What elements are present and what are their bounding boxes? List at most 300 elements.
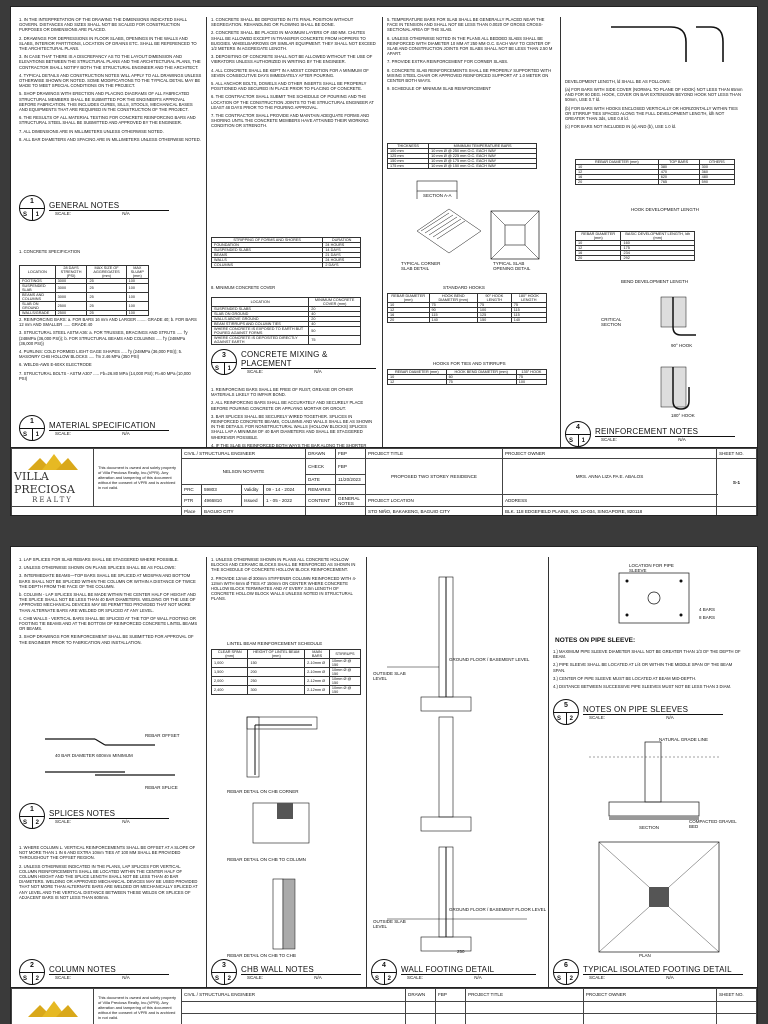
- table-cell: 140: [429, 318, 477, 323]
- note-item: b. COLUMN - LAP SPLICES SHALL BE MADE WITHIN THE CENTER HALF OF HEIGHT AND THE SPLICE SHALL NOT BE LESS THAN 40 BAR DIAMETERS. WELDING OR THE USE OF APPROVED MECHANICAL DEVICES MAY BE PERMITTED PROVIDED THAT NOT MORE THAN ALTERNATE BARS ARE WELDED OR SPLICED AT ANY LEVEL.: [19, 592, 196, 613]
- table-row: [20, 284, 149, 293]
- table-cell: BEAM STIRRUPS AND COLUMN TIES: [212, 322, 309, 327]
- table-header: 180° HOOK LENGTH: [511, 294, 546, 303]
- table-cell: 20: [576, 180, 659, 185]
- table-cell: 16: [576, 175, 659, 180]
- table-cell: 1,500: [212, 668, 248, 677]
- table-cell: 300: [699, 165, 734, 170]
- detail-bubble: 1 S 2: [19, 803, 45, 829]
- table-row: [20, 302, 149, 311]
- table-cell: 50: [309, 327, 361, 336]
- table-row: [20, 311, 149, 316]
- detail-bubble: 4 S 1: [565, 421, 591, 447]
- chb-title: CHB WALL NOTES: [241, 965, 361, 975]
- table-cell: 16: [388, 313, 430, 318]
- pipe-location-label: LOCATION FOR PIPE SLEEVE: [629, 563, 674, 573]
- table-cell: 10mm Ø @ 150: [329, 677, 360, 686]
- table-cell: SLAB ON GROUND: [212, 312, 309, 317]
- wall-title-block: 4 S 2 WALL FOOTING DETAIL SCALE: N/A: [371, 959, 536, 985]
- table-cell: WALLS ABOVE GROUND: [212, 317, 309, 322]
- table-cell: 21 DAYS: [323, 253, 361, 258]
- lintel-schedule-table: [211, 649, 361, 695]
- pipe-title: NOTES ON PIPE SLEEVES: [583, 705, 723, 715]
- wall-title: WALL FOOTING DETAIL: [401, 965, 536, 975]
- bars-label-2: 8 BARS: [699, 615, 716, 620]
- table-cell: 100 mm: [388, 149, 429, 154]
- note-item: 3. SHOP DRAWINGS FOR REINFORCEMENT SHALL BE SUBMITTED FOR APPROVAL OF THE ENGINEER PRIOR TO FABRICATION AND INSTALLATION.: [19, 634, 194, 645]
- table-cell: 200: [248, 668, 305, 677]
- table-cell: 100: [126, 284, 148, 293]
- note-item: 2. PROVIDE 12mm Ø 300mm STIFFENER COLUMN REINFORCED WITH 4-12mm WITH 6mm Ø TIES AT 150mm ON CENTER WHERE CONCRETE HOLLOW BLOCK TERMINATES AND AT EVERY 3.0m LENGTH OF CONCRETE HOLLOW BLOCK WALLS UNLESS NOTED IN STRUCTURAL PLANS.: [211, 575, 357, 602]
- note-item: 3. DEPOSITING OF CONCRETE SHALL NOT BE ALLOWED WITHOUT THE USE OF VIBRATORS UNLESS AUTHORIZED IN WRITING BY THE ENGINEER.: [211, 54, 373, 65]
- table-cell: 765: [658, 180, 699, 185]
- dim-250: 250: [457, 949, 465, 954]
- table-cell: SUSPENDED SLABS: [212, 248, 323, 253]
- table-cell: 75: [477, 303, 511, 308]
- note-item: (a) FOR BARS WITH SIDE COVER (NORMAL TO PLANE OF HOOK) NOT LESS THAN 65mm AND FOR 90 DEG. HOOK, COVER ON BAR EXTENSION BEYOND HOOK NOT LESS THAN 50mm, USE 0.7 ld.: [565, 87, 743, 103]
- column-pipe-footing: [549, 557, 755, 987]
- splice-notes-list: [15, 557, 206, 645]
- column-title-block: 2 S 2 COLUMN NOTES SCALE: N/A: [19, 959, 169, 985]
- table-row: [388, 164, 537, 169]
- table-cell: 150: [248, 659, 305, 668]
- column-wall-footing: [367, 557, 549, 987]
- ties-table: [387, 369, 547, 385]
- hookdev-caption: HOOK DEVELOPMENT LENGTH: [631, 207, 699, 212]
- table-cell: 125: [477, 313, 511, 318]
- table-header: MAX SIZE OF AGGREGATES (mm): [87, 266, 126, 279]
- table-row: [388, 318, 547, 323]
- bar-hook-drawing: [591, 17, 731, 77]
- table-cell: 10mm Ø @ 150: [329, 668, 360, 677]
- bend-caption: BEND DEVELOPMENT LENGTH: [621, 279, 689, 284]
- table-header: MAIN BARS: [305, 650, 330, 659]
- table-header: LOCATION: [212, 298, 309, 307]
- table-cell: 300: [248, 686, 305, 695]
- table-cell: COLUMNS: [212, 263, 323, 268]
- table-cell: 2500: [55, 311, 87, 316]
- dev-intro: DEVELOPMENT LENGTH, ld SHALL BE AS FOLLOWS:: [565, 79, 671, 84]
- note-item: (c) FOR BARS NOT INCLUDED IN (a) AND (b), USE 1.0 ld.: [565, 124, 677, 130]
- note-item: 7. ALL DIMENSIONS ARE IN MILLIMETERS UNLESS OTHERWISE NOTED.: [19, 128, 164, 134]
- note-item: 6. WELDS-AWS E-60XX ELECTRODE: [19, 362, 92, 368]
- table-cell: BEAMS AND COLUMNS: [20, 293, 56, 302]
- table-cell: 12: [388, 380, 447, 385]
- table-header: LOCATION: [20, 266, 56, 279]
- table-row: [576, 256, 695, 261]
- note-item: 1.) MAXIMUM PIPE SLEEVE DIAMETER SHALL NOT BE GREATER THAN 1/3 OF THE DEPTH OF BEAM.: [553, 649, 741, 660]
- table-cell: 10mm Ø @ 150: [329, 686, 360, 695]
- hook-title: STANDARD HOOKS: [443, 285, 485, 290]
- table-cell: 20: [309, 307, 361, 312]
- company-logo: VILLA PRECIOSA REALTY: [12, 449, 94, 507]
- table-cell: 3000: [55, 279, 87, 284]
- note-item: 3. BAR SPLICES SHALL BE SECURELY WIRED TOGETHER. SPLICES IN REINFORCED CONCRETE BEAMS, COLUMNS AND WALLS SHALL BE AS SHOWN IN THE DETAILS. FOR NONSTRUCTURAL WALLS (HOLLOW BLOCKS) SPLICES SHALL LAP A MINIMUM OF 40 BAR DIAMETERS AND SHALL BE STAGGERED WHEREVER POSSIBLE.: [211, 413, 373, 440]
- table-cell: 25: [87, 284, 126, 293]
- note-item: 8. ALL BAR DIAMETERS AND SPACING ARE IN MILLIMETERS UNLESS OTHERWISE NOTED.: [19, 136, 201, 142]
- table-cell: SUSPENDED SLABS: [212, 307, 309, 312]
- chb-table-title: LINTEL BEAM REINFORCEMENT SCHEDULE: [227, 641, 323, 646]
- table-header: TOP BARS: [658, 160, 699, 165]
- note-item: 3. IN CASE THAT THERE IS A DISCREPANCY AS TO THE LAYOUT DIMENSION AND ELEVATIONS BETWEEN THE STRUCTURAL PLANS AND THE ARCHITECTURAL PLANS, THE CONTRACTOR SHALL NOTIFY BOTH THE STRUCTURAL ENGINEER AND THE ARCHITECT.: [19, 54, 201, 70]
- table-cell: 75: [516, 375, 546, 380]
- ties-title: HOOKS FOR TIES AND STIRRUPS: [433, 361, 506, 366]
- general-notes-title-block: 1 S 1 GENERAL NOTES SCALE: N/A: [19, 195, 169, 221]
- table-header: CLEAR SPAN (mm): [212, 650, 248, 659]
- table-cell: 160: [621, 241, 695, 246]
- table-cell: 10 mm Ø @ 250 mm O.C. EACH WAY: [429, 149, 537, 154]
- table-cell: 12: [388, 308, 430, 313]
- concrete-spec-table: [19, 265, 149, 316]
- natural-grade-label: NATURAL GRADE LINE: [659, 737, 709, 742]
- detail-bubble: 4 S 2: [371, 959, 397, 985]
- table-cell: WHERE CONCRETE IS EXPOSED TO EARTH BUT POURED AGAINST FORMS: [212, 327, 309, 336]
- table-header: 135° HOOK: [516, 370, 546, 375]
- note-item: 1. IN THE INTERPRETATION OF THE DRAWING THE DIMENSIONS INDICATED SHALL GOVERN. DISTANCES AND SIZES SHALL NOT BE SCALED FOR CONSTRUCTION PURPOSES OR DIMENSIONS ARE PLACED.: [19, 17, 187, 33]
- concrete-notes-list: [207, 17, 382, 129]
- table-cell: WHERE CONCRETE IS DEPOSITED DIRECTLY AGAINST EARTH: [212, 336, 309, 345]
- table-cell: 12: [576, 246, 621, 251]
- table-cell: 75: [446, 380, 516, 385]
- material-title-block: 1 S 1 MATERIAL SPECIFICATION SCALE: N/A: [19, 415, 169, 441]
- column-notes-list: [15, 845, 203, 903]
- chb-to-chb: REBAR DETAIL ON CHB TO CHB: [227, 953, 296, 958]
- drawing-sheet-2: [10, 546, 758, 1024]
- table-cell: 175 mm: [388, 164, 429, 169]
- table-cell: 360: [699, 170, 734, 175]
- table-cell: 100: [126, 279, 148, 284]
- table-row: [212, 327, 361, 336]
- note-item: 4.) DISTANCE BETWEEN SUCCESSIVE PIPE SLEEVES MUST NOT BE LESS THAN 3 DIAM.: [553, 684, 732, 690]
- stripping-table: [211, 237, 361, 268]
- table-header: STIRRUPS: [329, 650, 360, 659]
- note-item: 4. IF THE SLAB IS REINFORCED BOTH WAYS THE BAR ALONG THE SHORTER: [211, 442, 367, 447]
- pipe-sleeve-drawing: [589, 563, 739, 633]
- table-cell: 60: [446, 375, 516, 380]
- table-cell: 2-10mm Ø: [305, 668, 330, 677]
- note-item: 2. REINFORCING BARS: a. FOR BARS 16 mm AND LARGER ........ GRADE 40; b. FOR BARS 12 mm AND SMALLER ...... GRADE 40: [19, 317, 197, 328]
- table-cell: 150: [477, 318, 511, 323]
- table-header: OTHERS: [699, 160, 734, 165]
- project-location: STO NIÑO, BAKAKENG, BAGUIO CITY: [366, 507, 503, 516]
- table-cell: 2-10mm Ø: [305, 659, 330, 668]
- note-item: 3. INTERMEDIATE BEAMS—TOP BARS SHALL BE SPLICED AT MIDSPAN AND BOTTOM BARS SHALL NOT BE SPLICED WITHIN THE COLUMN OR WITHIN A DISTANCE OF TWICE THE DEPTH FROM THE FACE OF THE COLUMN.: [19, 573, 196, 589]
- ground-floor-label: GROUND FLOOR / BASEMENT LEVEL: [449, 657, 530, 662]
- outside-slab-label-2: OUTSIDE SLAB LEVEL: [373, 919, 406, 929]
- table-row: [212, 659, 361, 668]
- reinforcement-notes-list: [207, 387, 379, 447]
- table-cell: 2,400: [212, 686, 248, 695]
- footing-title-block: 6 S 2 TYPICAL ISOLATED FOOTING DETAIL SCALE: N/A: [553, 959, 743, 985]
- table-cell: 115: [511, 313, 546, 318]
- table-header: MINIMUM TEMPERATURE BARS: [429, 144, 537, 149]
- note-item: 1. CONCRETE SHALL BE DEPOSITED IN ITS FINAL POSITION WITHOUT SEGREGATION. REHANDLING OR FLOWING SHALL BE DONE.: [211, 17, 354, 28]
- pipe-heading: NOTES ON PIPE SLEEVE:: [555, 637, 636, 644]
- rebar-offset: REBAR OFFSET: [145, 733, 180, 738]
- table-cell: WALLS/GRADE: [20, 311, 56, 316]
- drawing-sheet-1: [10, 6, 758, 516]
- table-row: [576, 180, 735, 185]
- detail-bubble: 3 S 2: [211, 959, 237, 985]
- corner-label: TYPICAL CORNER SLAB DETAIL: [401, 261, 441, 271]
- isolated-footing-drawing: [569, 737, 749, 957]
- note-item: 4. PURLINS: COLD FORMED LIGHT GAGE SHAPES ..... f'y (248MPa (36,000 PSI)); 5. MASONRY CHB HOLLOW BLOCKS ..... f'm 2.46 MPa (350 PSI): [19, 349, 183, 360]
- table-cell: 10: [576, 241, 621, 246]
- general-notes-list: [15, 17, 206, 142]
- note-item: 7. PROVIDE EXTRA REINFORCEMENT FOR CORNER SLABS.: [387, 59, 509, 65]
- table-cell: 470: [658, 170, 699, 175]
- table-cell: 10: [388, 375, 447, 380]
- slab-schedule-table: [387, 143, 537, 169]
- ground-floor-label-2: GROUND FLOOR / BASEMENT FLOOR LEVEL: [449, 907, 547, 912]
- column-chb-notes: [207, 557, 367, 987]
- table-row: [212, 336, 361, 345]
- table-cell: 175: [621, 246, 695, 251]
- table-row: [20, 293, 149, 302]
- detail-bubble: 2 S 2: [19, 959, 45, 985]
- table-cell: 40: [309, 312, 361, 317]
- table-header: MAX SLUMP (mm): [126, 266, 148, 279]
- engineer-name: NELSON NOTARTE: [182, 458, 306, 484]
- note-item: 1. UNLESS OTHERWISE SHOWN IN PLANS ALL CONCRETE HOLLOW BLOCKS AND CERAMIC BLOCKS SHALL BE REINFORCED AS SHOWN IN THE SCHEDULE OF CONCRETE HOLLOW BLOCK REINFORCEMENT.: [211, 557, 356, 573]
- table-cell: 1,000: [212, 659, 248, 668]
- chb-to-col: REBAR DETAIL ON CHB TO COLUMN: [227, 857, 306, 862]
- detail-bubble: 3 S 1: [211, 349, 237, 375]
- chb-title-block: 3 S 2 CHB WALL NOTES SCALE: N/A: [211, 959, 361, 985]
- table-cell: SUSPENDED SLAB: [20, 284, 56, 293]
- table-cell: 24 HOURS: [323, 258, 361, 263]
- house-logo-icon: [28, 999, 78, 1017]
- note-item: 5. SHOP DRAWINGS WITH ERECTION AND PLACING DIAGRAMS OF ALL FABRICATED STRUCTURAL MEMBERS SHALL BE SUBMITTED FOR THE ENGINEER'S APPROVAL BEFORE FABRICATION. THIS INCLUDES CURBS, SILLS, STOOLS, MECHANICAL BASES AND EQUIPMENTS THAT ARE REQUIRED IN THE CONSTRUCTION OF THE PROJECT.: [19, 91, 193, 113]
- table-cell: SLAB ON GROUND: [20, 302, 56, 311]
- table-cell: 3000: [55, 284, 87, 293]
- table-cell: 100: [126, 293, 148, 302]
- table-cell: 10mm Ø @ 150: [329, 659, 360, 668]
- mixing-title-block: 3 S 1 CONCRETE MIXING & PLACEMENT SCALE: N/A: [211, 349, 376, 375]
- note-item: 2. CONCRETE SHALL BE PLACED IN MAXIMUM LAYERS OF 450 MM. CHUTES SHALL BE ALLOWED EXCEPT IN TRANSFER CONCRETE FROM HOPPERS TO BUGGIES. WHEELBARROWS OR SIMILAR EQUIPMENT. THEY SHALL NOT EXCEED 1/2 METERS IN AGGREGATE LENGTH.: [211, 30, 376, 52]
- note-item: 8. CONCRETE SLAB REINFORCEMENTS SHALL BE PROPERLY SUPPORTED WITH MIXING STEEL CHAIR OR APPROVED REINFORCED SUPPORT AT 1.0 METER ON CENTER BOTH WAYS.: [387, 67, 552, 84]
- table-cell: 115: [429, 313, 477, 318]
- chb-notes-list: [207, 557, 366, 602]
- note-item: 6. UNLESS OTHERWISE NOTED IN THE PLANS ALL BEDDED SLABS SHALL BE REINFORCED WITH DIAMETER 10 MM AT 250 MM O.C. EACH WAY TO CENTER OF SLAB AND CONSTRUCTION JOINTS FOR SLABS SHALL NOT BE LESS THAN 2.50 M APART.: [387, 35, 553, 57]
- table-header: HOOK BEND DIAMETER (mm): [446, 370, 516, 375]
- table-cell: 100: [126, 311, 148, 316]
- cover-table: [211, 297, 361, 345]
- table-cell: 620: [658, 175, 699, 180]
- table-cell: 16: [576, 251, 621, 256]
- note-item: 9. SCHEDULE OF MINIMUM SLAB REINFORCEMENT: [387, 86, 492, 92]
- table-header: STRIPPING OF FORMS AND SHORES: [212, 238, 323, 243]
- note-item: 3. STRUCTURAL STEEL ASTM A36: a. FOR TRUSSES, BRACINGS AND STRUTS ..... f'y (248MPa (36,000 PSI)); b. FOR STRUCTURAL BEAMS AND COLUMNS ..... f'y (248MPa (36,000 PSI)): [19, 330, 188, 346]
- table-row: [212, 263, 361, 268]
- note-item: (b) FOR BARS WITH HOOKS ENCLOSED VERTICALLY OR HORIZONTALLY WITHIN TIES OR STIRRUP TIES SPACED ALONG THE FULL DEVELOPMENT LENGTH, ldh NOT GREATER THAN 3ds, USE 0.8 ld.: [565, 105, 738, 122]
- mixing-title: CONCRETE MIXING & PLACEMENT: [241, 350, 376, 369]
- column-splice-notes: [15, 557, 207, 987]
- table-cell: 20: [576, 256, 621, 261]
- table-cell: 75: [511, 303, 546, 308]
- slab-notes-list: [383, 17, 560, 91]
- footing-title: TYPICAL ISOLATED FOOTING DETAIL: [583, 965, 743, 975]
- detail-bubble: 1 S 1: [19, 415, 45, 441]
- column-concrete-notes: [207, 17, 383, 447]
- table-header: HEIGHT OF LINTEL BEAM (mm): [248, 650, 305, 659]
- detail-bubble: 1 S 1: [19, 195, 45, 221]
- material-intro: 1. CONCRETE SPECIFICATION: [19, 249, 81, 254]
- table-cell: 380: [658, 165, 699, 170]
- table-header: REBAR DIAMETER (mm): [576, 160, 659, 165]
- table-header: REBAR DIAMETER (mm): [388, 370, 447, 375]
- detail-bubble: 6 S 2: [553, 959, 579, 985]
- table-cell: 40: [309, 322, 361, 327]
- table-header: HOOK BEND DIAMETER (mm): [429, 294, 477, 303]
- critical-label: CRITICAL SECTION: [601, 317, 622, 327]
- table-cell: 10 mm Ø @ 225 mm O.C. EACH WAY: [429, 154, 537, 159]
- note-item: 6. THE RESULTS OF ALL MATERIAL TESTING FOR CONCRETE REINFORCING BARS AND STRUCTURAL STEEL SHALL BE SUBMITTED AND APPROVED BY THE ENGINEER.: [19, 115, 196, 126]
- cover-intro: 8. MINIMUM CONCRETE COVER: [211, 285, 276, 290]
- table-cell: 150 mm: [388, 159, 429, 164]
- table-cell: 140: [511, 318, 546, 323]
- table-cell: FOOTINGS: [20, 279, 56, 284]
- table-cell: 25: [87, 279, 126, 284]
- plan-label: PLAN: [639, 953, 651, 958]
- table-header: DURATION: [323, 238, 361, 243]
- table-cell: 125 mm: [388, 154, 429, 159]
- reinf-title: REINFORCEMENT NOTES: [595, 427, 735, 437]
- title-block: VILLA PRECIOSA REALTY This document is owned and solely property of Villa Preciosa Realty, Inc.(VPRI). Any alteration and tampering of this document without the consent of VPRI and is archived in not valid. CIVIL / STRUCTURAL ENGINEER DRAWN FBP PROJECT TITLE PROJECT OWNER SHEET NO. NELSON NOTARTE CHECK FBP PROPOSED TWO STOREY RESIDENCE MRS. ANNA LIZA PA E. ABALOS S-1 DATE 11/20/2023 PRC 59803 Validity 09 - 14 - 2024 REMARKS PTR 4966810 Issued 1 - 05 - 2022 CONTENT GENERAL NOTES PROJECT LOCATION ADDRESS Place BAGUIO CITY STO NIÑO, BAKAKENG, BAGUIO CITY BLK. 118 EDGEFIELD PLAINS, NO. 10-034, SINGAPORE, 820118: [11, 447, 757, 516]
- table-cell: 12: [576, 170, 659, 175]
- table-header: 90° HOOK LENGTH: [477, 294, 511, 303]
- project-title: PROPOSED TWO STOREY RESIDENCE: [366, 458, 503, 494]
- table-row: [212, 668, 361, 677]
- note-item: 5. TEMPERATURE BARS FOR SLAB SHALL BE GENERALLY PLACED NEAR THE FACE IN TENSION AND SHALL NOT BE LESS THAN 0.0020 OF GROSS CROSS-SECTIONAL AREA OF THE SLAB.: [387, 17, 545, 33]
- table-cell: 10 mm Ø @ 175 mm O.C. EACH WAY: [429, 159, 537, 164]
- note-item: 7. STRUCTURAL BOLTS - ASTM A307 ..... Fb=26.80 MPa (14,000 PSI); Ft=60 MPa (10,000 PSI): [19, 370, 191, 381]
- rebar-splice: REBAR SPLICE: [145, 785, 178, 790]
- table-header: REBAR DIAMETER (mm): [576, 232, 621, 241]
- column-title: COLUMN NOTES: [49, 965, 169, 975]
- footing-section-label: SECTION: [639, 825, 660, 830]
- pipe-title-block: 5 S 2 NOTES ON PIPE SLEEVES SCALE: N/A: [553, 699, 723, 725]
- table-cell: 25: [87, 311, 126, 316]
- disclaimer: This document is owned and solely property of Villa Preciosa Realty, Inc.(VPRI). Any alteration and tampering of this document without the consent of VPRI and is archived in not valid.: [98, 465, 177, 491]
- table-row: [388, 380, 547, 385]
- note-item: 5. ALL ANCHOR BOLTS, DOWELS AND OTHER INSERTS SHALL BE PROPERLY POSITIONED AND SECURED IN PLACE PRIOR TO PLACING OF CONCRETE.: [211, 81, 367, 92]
- note-item: 1. REINFORCING BARS SHALL BE FREE OF RUST, GREASE OR OTHER MATERIALS LIKELY TO IMPAIR BOND.: [211, 387, 354, 398]
- hook180-label: 180° HOOK: [671, 413, 695, 418]
- project-owner: MRS. ANNA LIZA PA E. ABALOS: [502, 458, 716, 494]
- table-cell: 25: [87, 293, 126, 302]
- detail-bubble: 5 S 2: [553, 699, 579, 725]
- table-cell: 10: [388, 303, 430, 308]
- note-item: 2. UNLESS OTHERWISE INDICATED IN THE PLANS, LAP SPLICES FOR VERTICAL COLUMN REINFORCEMENTS SHALL BE LOCATED WITHIN THE CENTER HALF OF COLUMN HEIGHT AND THE SPLICE LENGTH SHALL NOT BE LESS THAN 40 BAR DIAMETERS. WELDING OR APPROVED MECHANICAL DEVICES MAY BE USED PROVIDED THAT NOT MORE THAN ALTERNATE BARS ARE WELDED OR MECHANICALLY SPLICED AT ANY LEVEL AND THE VERTICAL DISTANCE BETWEEN THESE WELDS OR SPLICES OF ADJACENT BARS IS NOT LESS THAN 600mm.: [19, 863, 198, 900]
- pipe-notes-list: [549, 649, 749, 692]
- table-cell: 2-12mm Ø: [305, 686, 330, 695]
- table-cell: 234: [621, 251, 695, 256]
- bars-label: 4 BARS: [699, 607, 716, 612]
- outside-slab-label: OUTSIDE SLAB LEVEL: [373, 671, 406, 681]
- table-cell: 20: [309, 317, 361, 322]
- note-item: 3.) CENTER OF PIPE SLEEVE MUST BE LOCATED AT BEAM MID-DEPTH.: [553, 675, 697, 681]
- note-item: 7. THE CONTRACTOR SHALL PROVIDE AND MAINTAIN ADEQUATE FORMS AND SHORING UNTIL THE CONCRETE MEMBERS HAVE ATTAINED THEIR WORKING CONDITION OR STRENGTH.: [211, 113, 370, 129]
- note-item: c. CHB WALLS - VERTICAL BARS SHALL BE SPLICED AT THE TOP OF WALL FOOTING OR FOOTING TIE BEAMS AND AT THE BOTTOM OF REINFORCED CONCRETE LINTEL BEAMS OR BEAMS.: [19, 615, 198, 632]
- dev-notes-list: [561, 87, 749, 132]
- table-row: [212, 677, 361, 686]
- title-block-2: This document is owned and solely property of Villa Preciosa Realty, Inc.(VPRI). Any alteration and tampering of this document without the consent of VPRI and is archived in not valid. CIVIL / STRUCTURAL ENGINEER DRAWN FBP PROJECT TITLE PROJECT OWNER SHEET NO.: [11, 987, 757, 1024]
- note-item: 2. DRAWINGS FOR DEPRESSIONS IN FLOOR SLABS, OPENINGS IN THE WALLS AND SLABS, INTERIOR PARTITIONS, LOCATION OF DRAINS ETC. SHALL BE REFERENCED TO THE ARCHITECTURAL PLANS.: [19, 35, 197, 52]
- table-cell: 90: [429, 308, 477, 313]
- note-item: 4. TYPICAL DETAILS AND CONSTRUCTION NOTES WILL APPLY TO ALL DRAWINGS UNLESS OTHERWISE SHOWN OR NOTED. SOME MODIFICATIONS TO THE TYPICAL DETAIL MAY BE MADE TO MEET SPECIAL CONDITIONS ON THE PROJECT.: [19, 72, 202, 89]
- table-cell: 14 DAYS: [323, 248, 361, 253]
- general-notes-title: GENERAL NOTES: [49, 201, 169, 211]
- table-header: MINIMUM CONCRETE COVER (mm): [309, 298, 361, 307]
- table-cell: 2-12mm Ø: [305, 677, 330, 686]
- table-header: THICKNESS: [388, 144, 429, 149]
- section-label: SECTION A-A: [423, 193, 452, 198]
- table-cell: 590: [699, 180, 734, 185]
- note-item: 2. UNLESS OTHERWISE SHOWN ON PLANS SPLICES SHALL BE AS FOLLOWS:: [19, 565, 176, 571]
- table-cell: FOUNDATION: [212, 243, 323, 248]
- table-cell: 480: [699, 175, 734, 180]
- material-notes-list: [15, 317, 203, 384]
- standard-hooks-table: [387, 293, 547, 323]
- table-cell: 100: [126, 302, 148, 311]
- table-cell: 20: [388, 318, 430, 323]
- note-item: 4. ALL CONCRETE SHALL BE KEPT IN A MOIST CONDITION FOR A MINIMUM OF SEVEN CONSECUTIVE DAYS IMMEDIATELY AFTER POURING.: [211, 67, 369, 78]
- column-general-notes: [15, 17, 207, 447]
- material-title: MATERIAL SPECIFICATION: [49, 421, 169, 431]
- opening-label: TYPICAL SLAB OPENING DETAIL: [493, 261, 531, 271]
- house-logo-icon: [28, 452, 78, 470]
- note-item: 1. WHERE COLUMN L. VERTICAL REINFORCEMENTS SHALL BE OFFSET AT A SLOPE OF NOT MORE THAN 1 IN 6 AND EXTRA 10mm TIES AT 100 MM SHALL BE PROVIDED THROUGHOUT THE OFFSET REGION.: [19, 845, 196, 861]
- note-item: 1. LAP SPLICES FOR SLAB REBARS SHALL BE STAGGERED WHERE POSSIBLE.: [19, 557, 179, 562]
- table-cell: BEAMS: [212, 253, 323, 258]
- splices-title: SPLICES NOTES: [49, 809, 169, 819]
- table-header: BASIC DEVELOPMENT LENGTH, ldh (mm): [621, 232, 695, 241]
- table-cell: 24 HOURS: [323, 243, 361, 248]
- column-development-length: [561, 17, 755, 447]
- reinf-title-block: 4 S 1 REINFORCEMENT NOTES SCALE: N/A: [565, 421, 735, 447]
- hook-development-table: [575, 159, 735, 185]
- splices-title-block: 1 S 2 SPLICES NOTES SCALE: N/A: [19, 803, 169, 829]
- hook90-label: 90° HOOK: [671, 343, 693, 348]
- table-cell: 115: [511, 308, 546, 313]
- note-item: 6. THE CONTRACTOR SHALL SUBMIT THE SCHEDULE OF POURING AND THE LOCATION OF THE CONSTRUCTION JOINTS TO THE STRUCTURAL ENGINEER AT LEAST 48 DAYS PRIOR TO THE POURING APPROVAL.: [211, 94, 374, 110]
- table-cell: 10: [576, 165, 659, 170]
- compacted-label: COMPACTED GRAVEL BED: [689, 819, 737, 829]
- table-header: 28 DAYS STRENGTH (PSI): [55, 266, 87, 279]
- table-cell: 10 mm Ø @ 150 mm O.C. EACH WAY: [429, 164, 537, 169]
- table-cell: 100: [477, 308, 511, 313]
- note-item: 2. ALL REINFORCING BARS SHALL BE ACCURATELY AND SECURELY PLACE BEFORE POURING CONCRETE OR APPLYING MORTAR OR GROUT.: [211, 400, 364, 411]
- wall-footing-drawing: [377, 567, 542, 957]
- table-cell: 2,000: [212, 677, 248, 686]
- table-cell: 2500: [55, 302, 87, 311]
- lap-label: 40 BAR DIAMETER 600mm MINIMUM: [55, 753, 133, 758]
- table-cell: 75: [429, 303, 477, 308]
- table-cell: 292: [621, 256, 695, 261]
- column-slab-details: [383, 17, 561, 447]
- basic-development-table: [575, 231, 695, 261]
- table-cell: 250: [248, 677, 305, 686]
- sheet-number: S-1: [717, 458, 757, 506]
- owner-address: BLK. 118 EDGEFIELD PLAINS, NO. 10-034, SINGAPORE, 820118: [502, 507, 716, 516]
- chb-rebar-drawing: [217, 697, 357, 957]
- table-cell: 3000: [55, 293, 87, 302]
- table-cell: 100: [516, 380, 546, 385]
- table-cell: 75: [309, 336, 361, 345]
- table-cell: 25: [87, 302, 126, 311]
- note-item: 2.) PIPE SLEEVE SHALL BE LOCATED AT L/4 OR WITHIN THE MIDDLE SPAN OF THE BEAM SPAN.: [553, 662, 733, 673]
